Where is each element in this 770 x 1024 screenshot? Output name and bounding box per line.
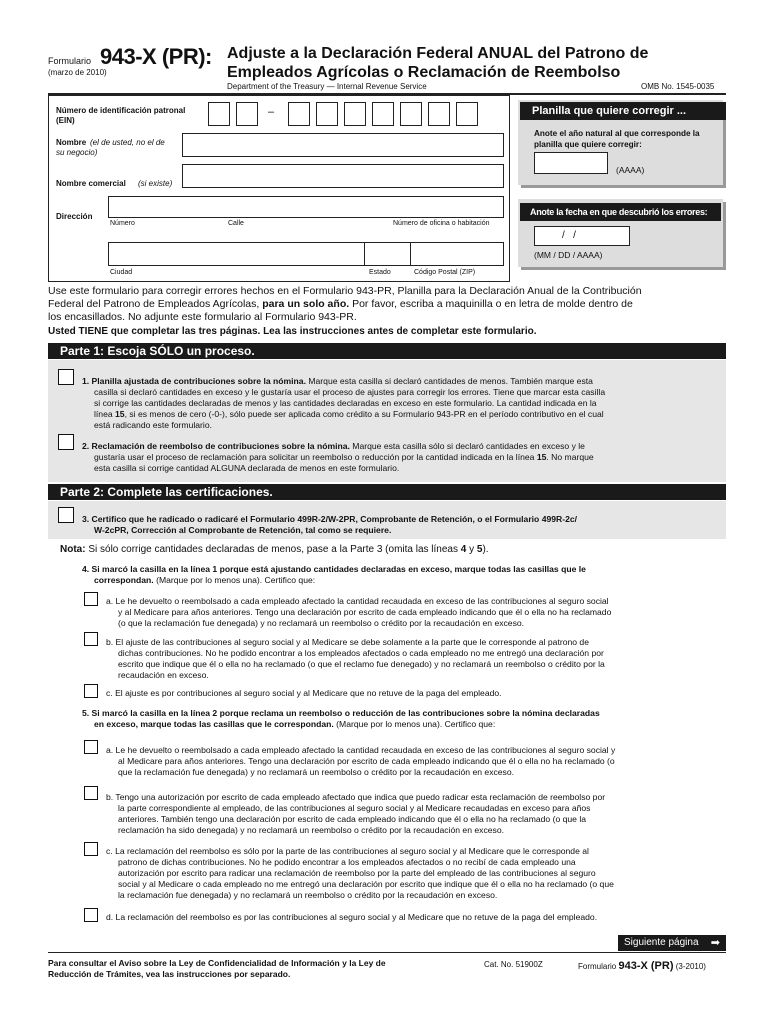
ein-label: Número de identificación patronal xyxy=(56,106,186,115)
item5a-checkbox[interactable] xyxy=(84,740,98,754)
trade-name-hint: (si existe) xyxy=(138,179,173,188)
item1-line-5: está radicando este formulario. xyxy=(94,420,212,430)
ein-digit-2[interactable] xyxy=(236,102,258,126)
part1-checkbox-2[interactable] xyxy=(58,434,74,450)
part2-checkbox-3[interactable] xyxy=(58,507,74,523)
name-field[interactable] xyxy=(182,133,504,157)
form-revision: (marzo de 2010) xyxy=(48,68,107,77)
item2-line-2 xyxy=(82,452,722,463)
part1-item-1 xyxy=(82,376,722,431)
item5c-line-3: autorización por escrito para radicar una reclamación de reembolso por la parte del empleado de las contribuciones al seguro xyxy=(118,868,596,878)
name-label: Nombre xyxy=(56,138,87,147)
date-hint: (MM / DD / AAAA) xyxy=(534,250,603,260)
form-title-line2: Empleados Agrícolas o Reclamación de Reembolso xyxy=(227,64,621,81)
nota-label: Nota: xyxy=(60,544,86,555)
trade-name-label: Nombre comercial xyxy=(56,179,126,188)
ein-digit-6[interactable] xyxy=(372,102,394,126)
next-page-label: Siguiente página xyxy=(624,937,699,948)
item1-line-2: casilla si declaró cantidades en exceso y le gustaría usar el proceso de ajustes para corregir los errores. Tiene que marcar esta casilla xyxy=(94,387,606,397)
year-field[interactable] xyxy=(534,152,608,174)
must-complete-notice: Usted TIENE que completar las tres páginas. Lea las instrucciones antes de completar este formulario. xyxy=(48,326,537,337)
item4c-checkbox[interactable] xyxy=(84,684,98,698)
part2-header: Parte 2: Complete las certificaciones. xyxy=(48,484,726,500)
item2-bold: 2. Reclamación de reembolso de contribuciones sobre la nómina. xyxy=(82,441,350,451)
item5b-text xyxy=(106,792,726,836)
nota-end: ). xyxy=(482,544,489,555)
intro-line-3: los encasillados. No adjunte este formulario al Formulario 943-PR. xyxy=(48,311,357,323)
item1-text4c: , si es menos de cero (-0-), sólo puede ser aplicada como crédito a su Formulario 943-PR en el período contributivo en el cual xyxy=(124,409,604,419)
city-state-divider xyxy=(364,242,365,266)
arrow-right-icon: ➡ xyxy=(710,937,720,949)
ein-digit-1[interactable] xyxy=(208,102,230,126)
item4b-line-2: dichas contribuciones. No he podido encontrar a los empleados afectados o cada empleado no me entregó una declaración por xyxy=(118,648,604,658)
address-street-field[interactable] xyxy=(108,196,504,218)
item5c-line-5: la reclamación fue denegada) y no reclamará un reembolso o crédito por la recaudación en exceso. xyxy=(118,890,498,900)
privacy-line-1: Para consultar el Aviso sobre la Ley de Confidencialidad de Información y la Ley de xyxy=(48,958,386,968)
address-state-label: Estado xyxy=(369,269,391,276)
item5-line-2 xyxy=(82,719,722,730)
item4a-line-3: (o que la reclamación fue denegada) y no reclamará un reembolso o crédito por la recaudación en exceso. xyxy=(118,618,525,628)
part2-item-4 xyxy=(82,564,722,586)
nota xyxy=(60,544,489,555)
footer-form-rev: (3-2010) xyxy=(675,962,706,971)
form-title-line1: Adjuste a la Declaración Federal ANUAL del Patrono de xyxy=(227,45,649,62)
item4a-line-1: a. Le he devuelto o reembolsado a cada empleado afectado la cantidad recaudada en exceso de las contribuciones al seguro social xyxy=(106,596,609,606)
item5c-checkbox[interactable] xyxy=(84,842,98,856)
intro-line-1: Use este formulario para corregir errores hechos en el Formulario 943-PR, Planilla para la Declaración Anual de la Contribución xyxy=(48,285,642,297)
nota-y: y xyxy=(466,544,477,555)
item5c-line-4: social y al Medicare o cada empleado no me entregó una declaración por escrito que indique que él o ella no ha reclamado (o que xyxy=(118,879,614,889)
discovery-date-title: Anote la fecha en que descubrió los errores: xyxy=(520,203,721,221)
state-zip-divider xyxy=(410,242,411,266)
intro-line-2-bold: para un solo año. xyxy=(262,298,350,310)
address-label: Dirección xyxy=(56,212,93,221)
nota-line-5: 5 xyxy=(476,544,483,555)
part2-item-3 xyxy=(82,514,722,536)
ein-digit-8[interactable] xyxy=(428,102,450,126)
item5b-checkbox[interactable] xyxy=(84,786,98,800)
nota-text: Si sólo corrige cantidades declaradas de menos, pase a la Parte 3 (omita las líneas xyxy=(85,544,461,555)
address-suite-label: Número de oficina o habitación xyxy=(393,220,490,227)
ein-digit-7[interactable] xyxy=(400,102,422,126)
item2-line-1 xyxy=(82,441,722,452)
item1-line-ref: 15 xyxy=(115,409,125,419)
item5-line-1: 5. Si marcó la casilla en la línea 2 porque reclama un reembolso o reducción de las contribuciones sobre la nómina declaradas xyxy=(82,708,600,718)
date-slashes: / / xyxy=(562,230,576,241)
item5a-line-3: que la reclamación fue denegada) y no reclamará un reembolso o crédito por la recaudación en exceso. xyxy=(118,767,515,777)
item4a-text xyxy=(106,596,726,629)
item5b-line-1: b. Tengo una autorización por escrito de cada empleado afectado que indica que puedo radicar esta reclamación de reembolso por xyxy=(106,792,606,802)
footer-rule xyxy=(48,952,726,953)
intro-line-2 xyxy=(48,298,728,311)
item5-bold: en exceso, marque todas las casillas que le correspondan. xyxy=(94,719,334,729)
intro-line-2-c: Por favor, escriba a maquinilla o en letra de molde dentro de xyxy=(349,298,633,310)
item4c-text: c. El ajuste es por contribuciones al seguro social y al Medicare que no retuve de la paga del empleado. xyxy=(106,688,502,698)
item5b-line-4: reclamación ha sido denegada) y no reclamará un reembolso o crédito por la recaudación en exceso. xyxy=(118,825,504,835)
item2-line-3: esta casilla si corrige cantidad ALGUNA declarada de menos en este formulario. xyxy=(94,463,400,473)
item4b-line-3: escrito que indique que él o ella no ha reclamado (o que el reclamo fue denegado) y no reclamará un reembolso o crédito por la xyxy=(118,659,605,669)
address-zip-label: Código Postal (ZIP) xyxy=(414,269,476,276)
item1-line-4 xyxy=(82,409,722,420)
year-correct-title: Planilla que quiere corregir ... xyxy=(520,102,726,120)
item4b-line-4: recaudación en exceso. xyxy=(118,670,209,680)
footer-form-number: 943-X (PR) xyxy=(618,960,674,972)
item4-line-2 xyxy=(82,575,722,586)
ein-sublabel: (EIN) xyxy=(56,116,75,125)
item2-text2a: gustaría usar el proceso de reclamación para solicitar un reembolso o reducción por la cantidad indicada en la línea xyxy=(94,452,537,462)
address-city-field[interactable] xyxy=(108,242,504,266)
item1-line-1 xyxy=(82,376,722,387)
address-street-label: Calle xyxy=(228,220,244,227)
item3-line-2: W-2cPR, Corrección al Comprobante de Retención, tal como se requiere. xyxy=(94,525,392,535)
address-number-label: Número xyxy=(110,220,135,227)
item4b-text xyxy=(106,637,726,681)
item2-line-ref: 15 xyxy=(536,452,547,462)
privacy-notice xyxy=(48,958,386,980)
item1-bold: 1. Planilla ajustada de contribuciones sobre la nómina. xyxy=(82,376,306,386)
item4b-line-1: b. El ajuste de las contribuciones al seguro social y al Medicare se debe solamente a la parte que le corresponde al patrono de xyxy=(106,637,589,647)
privacy-line-2: Reducción de Trámites, vea las instrucciones por separado. xyxy=(48,969,291,979)
item5d-text: d. La reclamación del reembolso es por las contribuciones al seguro social y al Medicare que no retuve de la paga del empleado. xyxy=(106,912,598,922)
year-correct-text: Anote el año natural al que corresponde la planilla que quiere corregir: xyxy=(534,129,700,149)
ein-digit-5[interactable] xyxy=(344,102,366,126)
intro-paragraph xyxy=(48,285,728,324)
part1-item-2 xyxy=(82,441,722,474)
item4a-line-2: y al Medicare para años anteriores. Tengo una declaración por escrito de cada empleado indicando que él o ella no ha reclamado xyxy=(118,607,612,617)
item4-text: (Marque por lo menos una). Certifico que: xyxy=(153,575,316,585)
item1-line-3: si corrige las cantidades declaradas de menos y las cantidades declaradas en exceso en este formulario. La cantidad indicada en la xyxy=(94,398,597,408)
item2-text2c: . No marque xyxy=(546,452,594,462)
item4-line-1: 4. Si marcó la casilla en la línea 1 porque está ajustando cantidades declaradas en exceso, marque todas las casillas que le xyxy=(82,564,586,574)
part2-item-5 xyxy=(82,708,722,730)
item5c-text xyxy=(106,846,726,901)
item1-text4a: línea xyxy=(94,409,116,419)
footer-form-word: Formulario xyxy=(578,962,617,971)
item1-text1: Marque esta casilla si declaró cantidades de menos. También marque esta xyxy=(305,376,593,386)
item5a-text xyxy=(106,745,726,778)
item5d-checkbox[interactable] xyxy=(84,908,98,922)
form-label: Formulario xyxy=(48,56,92,66)
item4b-checkbox[interactable] xyxy=(84,632,98,646)
item5b-line-3: anteriores. También tengo una declaración por escrito de cada empleado indicando que él o ella no ha reclamado (o que la xyxy=(118,814,587,824)
ein-digit-9[interactable] xyxy=(456,102,478,126)
item5c-line-1: c. La reclamación del reembolso es sólo por la parte de las contribuciones al seguro social y al Medicare que le corresponde al xyxy=(106,846,589,856)
ein-dash: – xyxy=(268,106,275,118)
trade-name-field[interactable] xyxy=(182,164,504,188)
omb-number: OMB No. 1545-0035 xyxy=(641,82,715,91)
item5-text: (Marque por lo menos una). Certifico que: xyxy=(333,719,496,729)
discovery-date-field[interactable] xyxy=(534,226,630,246)
footer-form-label xyxy=(578,960,706,972)
nota-line-4: 4 xyxy=(460,544,467,555)
item3-line-1: 3. Certifico que he radicado o radicaré el Formulario 499R-2/W-2PR, Comprobante de Retención, o el Formulario 499R-2c/ xyxy=(82,514,578,524)
form-number: 943-X (PR): xyxy=(100,44,212,69)
item5a-line-1: a. Le he devuelto o reembolsado a cada empleado afectado la cantidad recaudada en exceso de las contribuciones al seguro social y xyxy=(106,745,616,755)
item5a-line-2: al Medicare para años anteriores. Tengo una declaración por escrito de cada empleado indicando que él o ella no ha reclamado (o xyxy=(118,756,615,766)
name-hint: (el de usted, no el de su negocio) xyxy=(56,138,165,157)
item5c-line-2: patrono de dichas contribuciones. No he podido encontrar a los empleados afectados o no recibí de cada empleado una xyxy=(118,857,576,867)
item4-bold: correspondan. xyxy=(94,575,154,585)
item2-text1: Marque esta casilla sólo si declaró cantidades en exceso y le xyxy=(349,441,585,451)
department-line: Department of the Treasury — Internal Revenue Service xyxy=(227,82,427,91)
item4a-checkbox[interactable] xyxy=(84,592,98,606)
item5b-line-2: la parte correspondiente al empleado, de las contribuciones al seguro social y al Medicare recaudadas en exceso para años xyxy=(118,803,591,813)
part1-header: Parte 1: Escoja SÓLO un proceso. xyxy=(48,343,726,359)
next-page-tab[interactable] xyxy=(618,935,726,951)
part1-checkbox-1[interactable] xyxy=(58,369,74,385)
address-city-label: Ciudad xyxy=(110,269,133,276)
year-hint: (AAAA) xyxy=(616,165,645,175)
ein-digit-3[interactable] xyxy=(288,102,310,126)
intro-line-2-a: Federal del Patrono de Empleados Agrícolas, xyxy=(48,298,263,310)
catalog-number: Cat. No. 51900Z xyxy=(484,960,543,969)
ein-digit-4[interactable] xyxy=(316,102,338,126)
